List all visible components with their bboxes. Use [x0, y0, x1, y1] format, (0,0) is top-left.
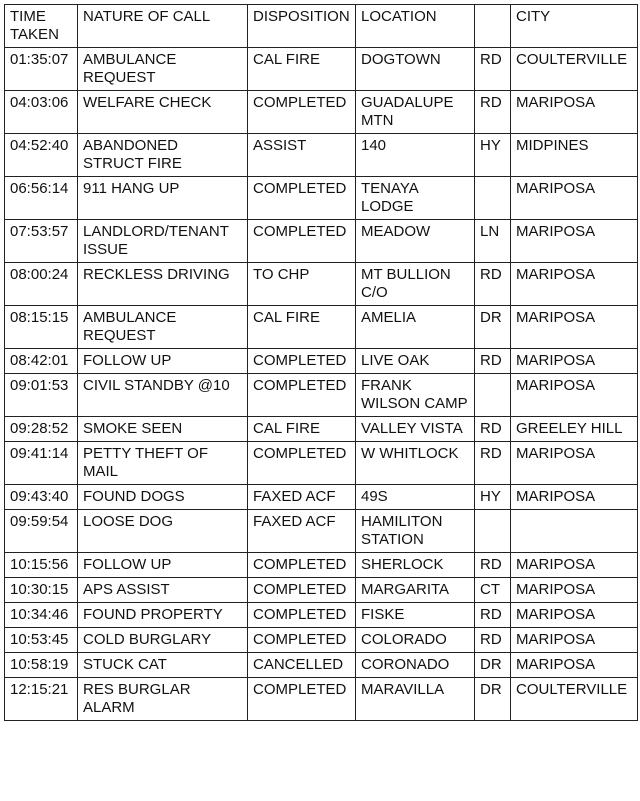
- cell-street-type: [475, 510, 511, 553]
- cell-city: MARIPOSA: [511, 306, 638, 349]
- cell-location: DOGTOWN: [356, 48, 475, 91]
- cell-street-type: HY: [475, 485, 511, 510]
- table-row: [5, 374, 638, 417]
- cell-street-type: RD: [475, 603, 511, 628]
- cell-time: 10:30:15: [5, 578, 78, 603]
- cell-disposition: COMPLETED: [248, 553, 356, 578]
- cell-city: MARIPOSA: [511, 653, 638, 678]
- cell-street-type: DR: [475, 653, 511, 678]
- cell-location: 140: [356, 134, 475, 177]
- cell-street-type: RD: [475, 48, 511, 91]
- table-row: [5, 485, 638, 510]
- cell-disposition: TO CHP: [248, 263, 356, 306]
- cell-city: MARIPOSA: [511, 263, 638, 306]
- cell-time: 08:15:15: [5, 306, 78, 349]
- cell-street-type: RD: [475, 553, 511, 578]
- cell-city: [511, 510, 638, 553]
- header-street-type: [475, 5, 511, 48]
- header-time-taken: TIME TAKEN: [5, 5, 78, 48]
- cell-disposition: ASSIST: [248, 134, 356, 177]
- table-row: [5, 177, 638, 220]
- cell-nature-of-call: WELFARE CHECK: [78, 91, 248, 134]
- cell-location: 49S: [356, 485, 475, 510]
- cell-nature-of-call: FOUND DOGS: [78, 485, 248, 510]
- cell-city: MIDPINES: [511, 134, 638, 177]
- cell-location: HAMILITON STATION: [356, 510, 475, 553]
- cell-city: MARIPOSA: [511, 442, 638, 485]
- table-row: [5, 134, 638, 177]
- cell-nature-of-call: FOLLOW UP: [78, 553, 248, 578]
- table-row: [5, 220, 638, 263]
- table-row: [5, 48, 638, 91]
- cell-location: CORONADO: [356, 653, 475, 678]
- cell-disposition: COMPLETED: [248, 442, 356, 485]
- cell-location: FRANK WILSON CAMP: [356, 374, 475, 417]
- cell-street-type: RD: [475, 417, 511, 442]
- cell-location: TENAYA LODGE: [356, 177, 475, 220]
- cell-city: MARIPOSA: [511, 578, 638, 603]
- table-row: [5, 91, 638, 134]
- cell-city: COULTERVILLE: [511, 678, 638, 721]
- table-row: [5, 510, 638, 553]
- cell-disposition: COMPLETED: [248, 177, 356, 220]
- cell-disposition: CAL FIRE: [248, 306, 356, 349]
- cell-disposition: FAXED ACF: [248, 485, 356, 510]
- cell-location: COLORADO: [356, 628, 475, 653]
- table-row: [5, 553, 638, 578]
- cell-time: 04:03:06: [5, 91, 78, 134]
- cell-street-type: RD: [475, 628, 511, 653]
- cell-time: 10:53:45: [5, 628, 78, 653]
- header-row: [5, 5, 638, 48]
- cell-disposition: COMPLETED: [248, 220, 356, 263]
- cell-time: 12:15:21: [5, 678, 78, 721]
- cell-city: MARIPOSA: [511, 220, 638, 263]
- table-row: [5, 578, 638, 603]
- cell-city: MARIPOSA: [511, 177, 638, 220]
- cell-street-type: RD: [475, 91, 511, 134]
- cell-city: MARIPOSA: [511, 374, 638, 417]
- cell-street-type: LN: [475, 220, 511, 263]
- cell-street-type: DR: [475, 678, 511, 721]
- cell-location: MEADOW: [356, 220, 475, 263]
- cell-disposition: CAL FIRE: [248, 48, 356, 91]
- cell-nature-of-call: ABANDONED STRUCT FIRE: [78, 134, 248, 177]
- cell-street-type: [475, 177, 511, 220]
- cell-city: MARIPOSA: [511, 603, 638, 628]
- cell-nature-of-call: FOUND PROPERTY: [78, 603, 248, 628]
- cell-city: COULTERVILLE: [511, 48, 638, 91]
- cell-location: MARAVILLA: [356, 678, 475, 721]
- table-row: [5, 263, 638, 306]
- header-disposition: DISPOSITION: [248, 5, 356, 48]
- cell-street-type: CT: [475, 578, 511, 603]
- cell-street-type: RD: [475, 263, 511, 306]
- cell-time: 09:59:54: [5, 510, 78, 553]
- call-log-table: [4, 4, 638, 721]
- cell-nature-of-call: STUCK CAT: [78, 653, 248, 678]
- cell-nature-of-call: CIVIL STANDBY @10: [78, 374, 248, 417]
- cell-street-type: HY: [475, 134, 511, 177]
- header-city: CITY: [511, 5, 638, 48]
- table-row: [5, 678, 638, 721]
- cell-nature-of-call: AMBULANCE REQUEST: [78, 306, 248, 349]
- cell-location: SHERLOCK: [356, 553, 475, 578]
- cell-nature-of-call: LANDLORD/TENANT ISSUE: [78, 220, 248, 263]
- cell-nature-of-call: FOLLOW UP: [78, 349, 248, 374]
- cell-disposition: COMPLETED: [248, 349, 356, 374]
- cell-city: GREELEY HILL: [511, 417, 638, 442]
- table-row: [5, 306, 638, 349]
- cell-nature-of-call: RECKLESS DRIVING: [78, 263, 248, 306]
- cell-time: 07:53:57: [5, 220, 78, 263]
- table-row: [5, 628, 638, 653]
- cell-street-type: [475, 374, 511, 417]
- cell-location: LIVE OAK: [356, 349, 475, 374]
- cell-disposition: CAL FIRE: [248, 417, 356, 442]
- cell-disposition: COMPLETED: [248, 374, 356, 417]
- cell-city: MARIPOSA: [511, 91, 638, 134]
- cell-nature-of-call: AMBULANCE REQUEST: [78, 48, 248, 91]
- cell-nature-of-call: PETTY THEFT OF MAIL: [78, 442, 248, 485]
- cell-nature-of-call: 911 HANG UP: [78, 177, 248, 220]
- cell-time: 10:15:56: [5, 553, 78, 578]
- cell-city: MARIPOSA: [511, 485, 638, 510]
- cell-time: 08:00:24: [5, 263, 78, 306]
- cell-time: 09:01:53: [5, 374, 78, 417]
- cell-location: VALLEY VISTA: [356, 417, 475, 442]
- table-body: [5, 48, 638, 721]
- cell-location: FISKE: [356, 603, 475, 628]
- cell-location: W WHITLOCK: [356, 442, 475, 485]
- cell-nature-of-call: APS ASSIST: [78, 578, 248, 603]
- header-nature-of-call: NATURE OF CALL: [78, 5, 248, 48]
- cell-nature-of-call: COLD BURGLARY: [78, 628, 248, 653]
- cell-disposition: COMPLETED: [248, 628, 356, 653]
- header-location: LOCATION: [356, 5, 475, 48]
- cell-time: 04:52:40: [5, 134, 78, 177]
- cell-time: 09:28:52: [5, 417, 78, 442]
- table-row: [5, 442, 638, 485]
- cell-time: 01:35:07: [5, 48, 78, 91]
- cell-city: MARIPOSA: [511, 349, 638, 374]
- cell-nature-of-call: SMOKE SEEN: [78, 417, 248, 442]
- table-row: [5, 653, 638, 678]
- cell-street-type: DR: [475, 306, 511, 349]
- cell-time: 06:56:14: [5, 177, 78, 220]
- table-row: [5, 417, 638, 442]
- cell-time: 10:58:19: [5, 653, 78, 678]
- cell-location: MT BULLION C/O: [356, 263, 475, 306]
- cell-time: 09:41:14: [5, 442, 78, 485]
- cell-street-type: RD: [475, 349, 511, 374]
- cell-time: 10:34:46: [5, 603, 78, 628]
- cell-time: 08:42:01: [5, 349, 78, 374]
- table-row: [5, 349, 638, 374]
- cell-nature-of-call: RES BURGLAR ALARM: [78, 678, 248, 721]
- cell-city: MARIPOSA: [511, 628, 638, 653]
- cell-disposition: COMPLETED: [248, 578, 356, 603]
- table-row: [5, 603, 638, 628]
- cell-location: MARGARITA: [356, 578, 475, 603]
- cell-disposition: CANCELLED: [248, 653, 356, 678]
- cell-disposition: FAXED ACF: [248, 510, 356, 553]
- cell-street-type: RD: [475, 442, 511, 485]
- cell-disposition: COMPLETED: [248, 91, 356, 134]
- cell-location: GUADALUPE MTN: [356, 91, 475, 134]
- cell-nature-of-call: LOOSE DOG: [78, 510, 248, 553]
- cell-time: 09:43:40: [5, 485, 78, 510]
- cell-city: MARIPOSA: [511, 553, 638, 578]
- cell-disposition: COMPLETED: [248, 603, 356, 628]
- cell-disposition: COMPLETED: [248, 678, 356, 721]
- cell-location: AMELIA: [356, 306, 475, 349]
